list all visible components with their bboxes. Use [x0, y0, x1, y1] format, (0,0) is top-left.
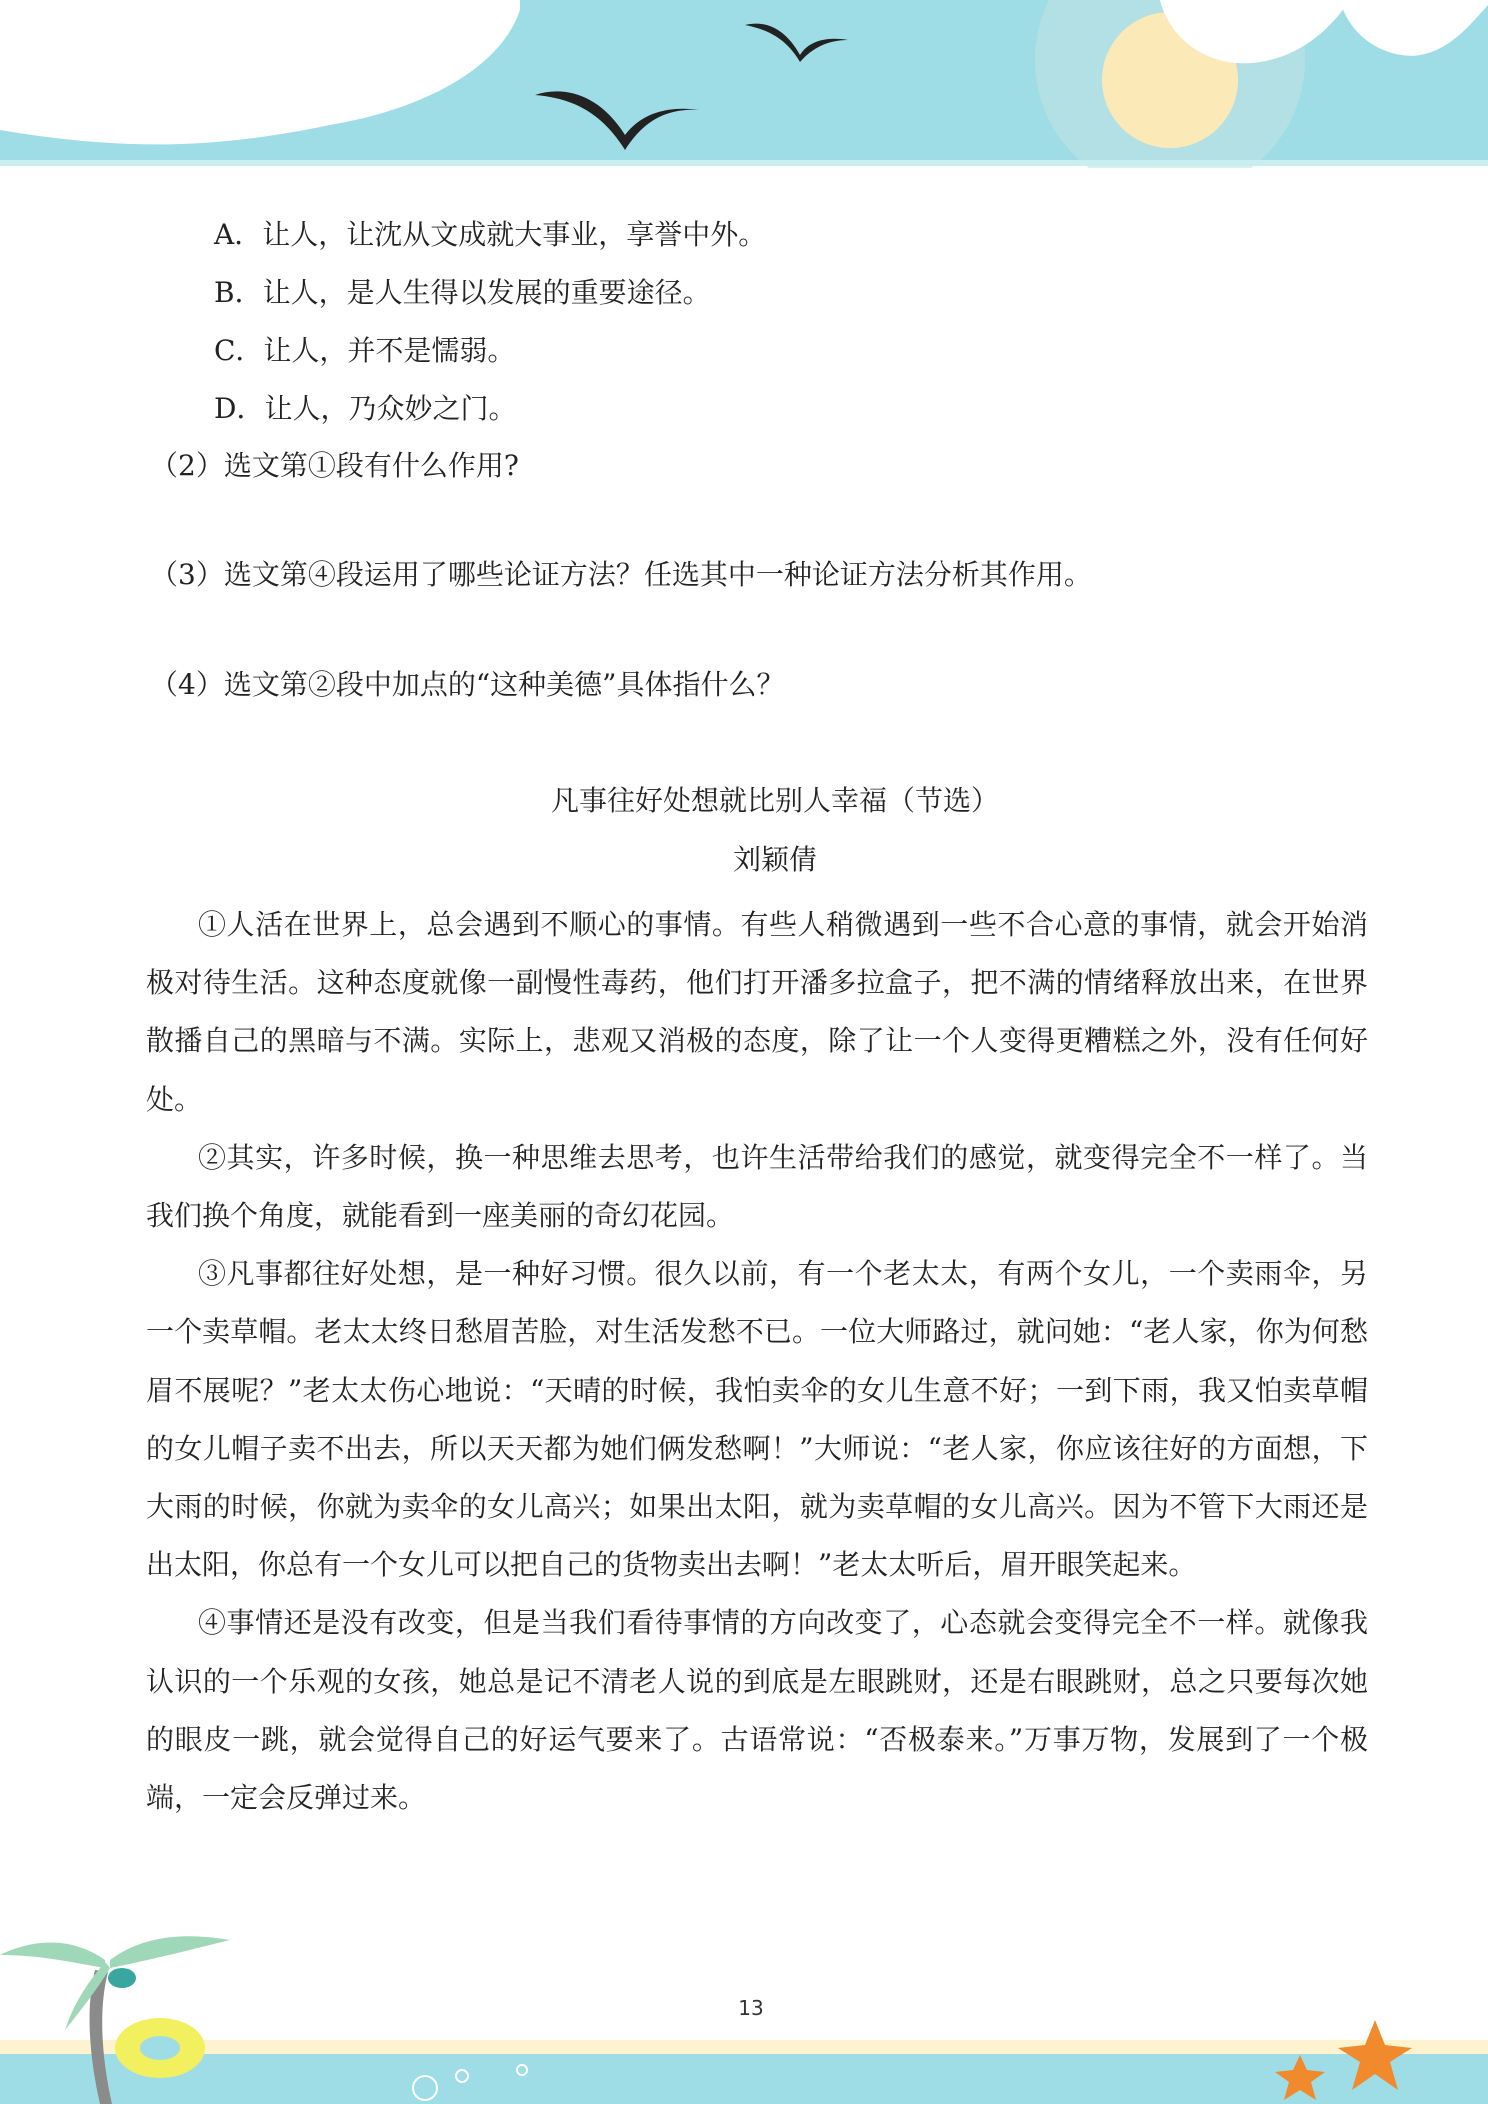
- option-d: D．让人，乃众妙之门。: [214, 392, 517, 425]
- sky-banner: [0, 0, 1488, 168]
- option-c: C．让人，并不是懦弱。: [214, 334, 516, 367]
- question-2: （2）选文第①段有什么作用?: [150, 449, 519, 482]
- beach-banner: [0, 1890, 1488, 2104]
- sea-strip: [0, 2054, 1488, 2104]
- coconut: [108, 1968, 136, 1988]
- question-3: （3）选文第④段运用了哪些论证方法？任选其中一种论证方法分析其作用。: [150, 558, 1092, 591]
- article-author: 刘颖倩: [732, 843, 817, 876]
- paragraph-3: ③凡事都往好处想，是一种好习惯。很久以前，有一个老太太，有两个女儿，一个卖雨伞，另一个卖草帽。老太太终日愁眉苦脸，对生活发愁不已。一位大师路过，就问她：“老人家，你为何愁眉不展呢？”老太太伤心地说：“天晴的时候，我怕卖伞的女儿生意不好；一到下雨，我又怕卖草帽的女儿帽子卖不出去，所以天天都为她们俩发愁啊！”大师说：“老人家，你应该往好的方面想，下大雨的时候，你就为卖伞的女儿高兴；如果出太阳，就为卖草帽的女儿高兴。因为不管下大雨还是出太阳，你总有一个女儿可以把自己的货物卖出去啊！”老太太听后，眉开眼笑起来。: [146, 1257, 1368, 1582]
- paragraph-2: ②其实，许多时候，换一种思维去思考，也许生活带给我们的感觉，就变得完全不一样了。当我们换个角度，就能看到一座美丽的奇幻花园。: [146, 1140, 1368, 1233]
- question-4: （4）选文第②段中加点的“这种美德”具体指什么？: [150, 668, 785, 701]
- option-a: A．让人，让沈从文成就大事业，享誉中外。: [214, 218, 767, 251]
- option-b: B．让人，是人生得以发展的重要途径。: [214, 276, 711, 309]
- article-body: [146, 896, 1368, 1827]
- palm-leaf: [110, 1936, 230, 1968]
- article-title: 凡事往好处想就比别人幸福（节选）: [550, 784, 999, 817]
- sand-strip: [0, 2040, 1488, 2054]
- paragraph-1: ①人活在世界上，总会遇到不顺心的事情。有些人稍微遇到一些不合心意的事情，就会开始消极对待生活。这种态度就像一副慢性毒药，他们打开潘多拉盒子，把不满的情绪释放出来，在世界散播自己的黑暗与不满。实际上，悲观又消极的态度，除了让一个人变得更糟糕之外，没有任何好处。: [146, 908, 1368, 1116]
- palm-leaf: [0, 1943, 105, 1969]
- answer-options: [214, 206, 766, 438]
- paragraph-4: ④事情还是没有改变，但是当我们看待事情的方向改变了，心态就会变得完全不一样。就像我认识的一个乐观的女孩，她总是记不清老人说的到底是左眼跳财，还是右眼跳财，总之只要每次她的眼皮一跳，就会觉得自己的好运气要来了。古语常说：“否极泰来。”万事万物，发展到了一个极端，一定会反弹过来。: [146, 1606, 1368, 1815]
- page-number: 13: [738, 1996, 764, 2020]
